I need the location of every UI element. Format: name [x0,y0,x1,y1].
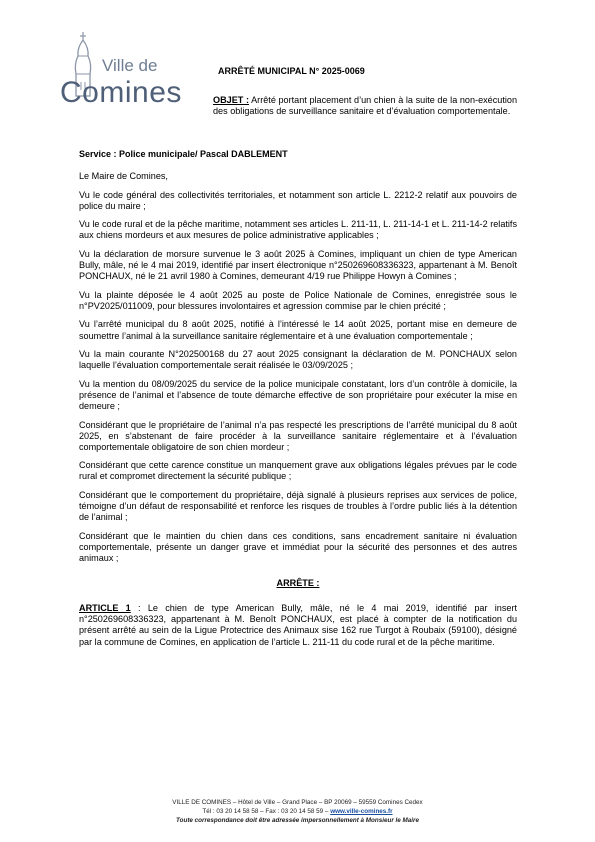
document-title: ARRÊTÉ MUNICIPAL N° 2025-0069 [218,66,365,76]
footer-contact [0,807,595,816]
logo-text-comines: Comines [60,76,182,109]
page-footer [0,798,595,826]
paragraph-visa-main-courante: Vu la main courante N°202500168 du 27 aout 2025 consignant la déclaration de M. PONCHAUX selon laquelle l’évaluation comportementale serait réalisée le 03/09/2025 ; [79,349,517,371]
subject-label: OBJET : [213,95,249,105]
paragraph-considerant-2: Considérant que cette carence constitue un manquement grave aux obligations légales prévues par le code rural et compromet directement la sécurité publique ; [79,460,517,482]
paragraph-visa-code-rural: Vu le code rural et de la pêche maritime, notamment ses articles L. 211-11, L. 211-14-1 et L. 211-14-2 relatifs aux chiens mordeurs et aux mesures de police administrative applicables ; [79,219,517,241]
article-1-label: ARTICLE 1 [79,603,131,614]
paragraph-salutation: Le Maire de Comines, [79,171,168,181]
footer-address: VILLE DE COMINES – Hôtel de Ville – Grand Place – BP 20069 – 59559 Comines Cedex [172,799,423,806]
arrete-heading: ARRÊTE : [276,578,320,589]
footer-notice: Toute correspondance doit être adressée impersonnellement à Monsieur le Maire [176,817,419,825]
document-body [79,171,517,655]
paragraph-visa-plainte: Vu la plainte déposée le 4 août 2025 au poste de Police Nationale de Comines, enregistrée sous le n°PV2025/011009, pour blessures involontaires et agression commise par le chien précité ; [79,289,517,311]
subject-block [213,95,517,117]
subject-text: Arrêté portant placement d’un chien à la suite de la non-exécution des obligations de surveillance sanitaire et d’évaluation comportementale. [213,95,518,117]
article-1-text: : Le chien de type American Bully, mâle, né le 4 mai 2019, identifié par insert n°250269608336323, appartenant à M. Benoît PONCHAUX, est placé à compter de la notification du présent arrêté au sein de la Ligue Protectrice des Animaux sise 162 rue Turgot à Roubaix (59100), désigné par la commune de Comines, en application de l’article L. 211-11 du code rural et de la pêche maritime. [79,603,517,647]
paragraph-considerant-4: Considérant que le maintien du chien dans ces conditions, sans encadrement sanitaire ni évaluation comportementale, présente un danger grave et immédiat pour la sécurité des personnes et des autres animaux ; [79,530,517,564]
paragraph-visa-morsure: Vu la déclaration de morsure survenue le 3 août 2025 à Comines, impliquant un chien de type American Bully, mâle, né le 4 mai 2019, identifié par insert électronique n°250269608336323, appartenant à M. Benoît PONCHAUX, né le 21 avril 1980 à Comines, demeurant 4/19 rue Philippe Howyn à Comines ; [79,248,517,282]
paragraph-considerant-1: Considérant que le propriétaire de l’animal n’a pas respecté les prescriptions de l’arrêté municipal du 8 août 2025, en s’abstenant de faire procéder à la surveillance sanitaire réglementaire et à l’évaluation comportementale obligatoire de son chien mordeur ; [79,419,517,452]
city-logo [60,26,182,109]
paragraph-visa-arrete: Vu l’arrêté municipal du 8 août 2025, notifié à l’intéressé le 14 août 2025, portant mise en demeure de soumettre l’animal à la surveillance sanitaire réglementaire et à une évaluation comportementale ; [79,319,517,341]
footer-phone-fax: Tél : 03 20 14 58 58 – Fax : 03 20 14 58 59 – [202,808,331,816]
article-1 [79,603,517,647]
paragraph-visa-cgct: Vu le code général des collectivités territoriales, et notamment son article L. 2212-2 relatif aux pouvoirs de police du maire ; [79,189,517,211]
paragraph-visa-mention: Vu la mention du 08/09/2025 du service de la police municipale constatant, lors d’un contrôle à domicile, la présence de l’animal et l’absence de toute démarche effective de son propriétaire pour exécuter la mise en demeure ; [79,378,517,411]
service-line: Service : Police municipale/ Pascal DABLEMENT [79,149,288,159]
paragraph-considerant-3: Considérant que le comportement du propriétaire, déjà signalé à plusieurs reprises aux services de police, témoigne d’un défaut de responsabilité et renforce les risques de troubles à l’ordre public liés à la détention de l’animal ; [79,490,517,523]
footer-website-link[interactable]: www.ville-comines.fr [330,808,393,816]
logo-text-ville: Ville de [102,56,158,75]
